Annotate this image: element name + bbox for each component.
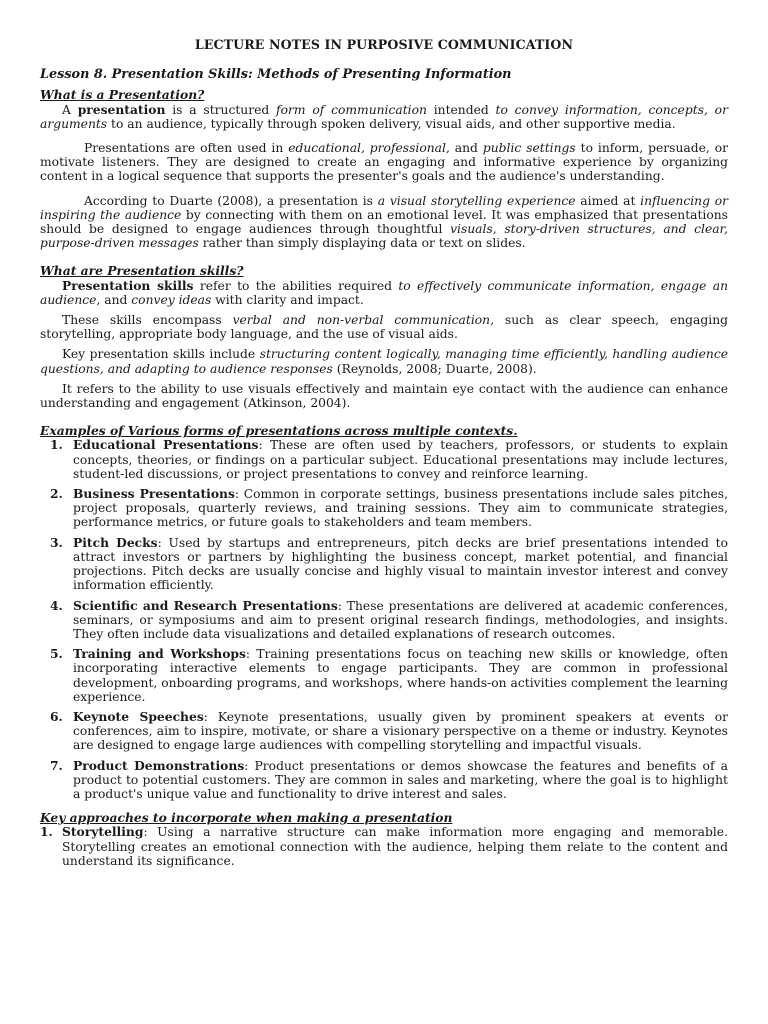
lesson-title: Lesson 8. Presentation Skills: Methods of Presenting Information — [40, 67, 512, 83]
paragraph-key-skills: Key presentation skills include structuring content logically, managing time efficiently, handling audience questions, and adapting to audience responses (Reynolds, 2008; Duarte, 2008). — [40, 347, 728, 376]
approaches-list — [40, 825, 728, 868]
paragraph-presentation-settings: Presentations are often used in educational, professional, and public settings to inform, persuade, or motivate listeners. They are designed to create an engaging and informative experience by organizing content in a logical sequence that supports the presenter's goals and the audience's understanding. — [40, 141, 728, 184]
section-heading-presentation-skills: What are Presentation skills? — [40, 263, 244, 279]
list-item: 7. Product Demonstrations: Product presentations or demos showcase the features and benefits of a product to potential customers. They are common in sales and marketing, where the goal is to highlight a product's unique value and functionality to drive interest and sales. — [50, 757, 728, 801]
list-item: 4. Scientific and Research Presentations: These presentations are delivered at academic conferences, seminars, or symposiums and aim to present original research findings, methodologies, and insights. They often include data visualizations and detailed explanations of research outcomes. — [50, 597, 728, 641]
paragraph-visuals-eye-contact: It refers to the ability to use visuals effectively and maintain eye contact with the audience can enhance understanding and engagement (Atkinson, 2004). — [40, 381, 728, 411]
paragraph-duarte-quote: According to Duarte (2008), a presentation is a visual storytelling experience aimed at influencing or inspiring the audience by connecting with them on an emotional level. It was emphasized that presentations should be designed to engage audiences through thoughtful visuals, story-driven structures, and clear, purpose-driven messages rather than simply displaying data or text on slides. — [40, 193, 728, 251]
document-title: LECTURE NOTES IN PURPOSIVE COMMUNICATION — [194, 37, 574, 52]
paragraph-skills-encompass: These skills encompass verbal and non-verbal communication, such as clear speech, engaging storytelling, appropriate body language, and the use of visual aids. — [40, 313, 728, 342]
section-heading-what-is-presentation: What is a Presentation? — [40, 87, 205, 103]
paragraph-presentation-definition: A presentation is a structured form of communication intended to convey information, concepts, or arguments to an audience, typically through spoken delivery, visual aids, and other supportive media. — [40, 101, 728, 131]
section-heading-examples: Examples of Various forms of presentations across multiple contexts. — [40, 423, 518, 439]
list-item: 1. Educational Presentations: These are often used by teachers, professors, or students to explain concepts, theories, or findings on a particular subject. Educational presentations may include lectures, student-led discussions, or project presentations to convey and reinforce learning. — [50, 437, 729, 481]
examples-list — [40, 438, 728, 801]
list-item: 1. Storytelling: Using a narrative structure can make information more engaging and memorable. Storytelling creates an emotional connection with the audience, helping them relate to the content and understand its significance. — [40, 824, 728, 868]
list-item: 3. Pitch Decks: Used by startups and entrepreneurs, pitch decks are brief presentations intended to attract investors or partners by highlighting the business concept, market potential, and financial projections. Pitch decks are usually concise and highly visual to maintain investor interest and convey information efficiently. — [50, 534, 728, 593]
list-item: 2. Business Presentations: Common in corporate settings, business presentations include sales pitches, project proposals, quarterly reviews, and training sessions. They aim to communicate strategies, performance metrics, or future goals to stakeholders and team members. — [50, 486, 728, 530]
section-heading-key-approaches: Key approaches to incorporate when making a presentation — [40, 810, 453, 826]
list-item: 5. Training and Workshops: Training presentations focus on teaching new skills or knowledge, often incorporating interactive elements to engage participants. They are common in professional development, onboarding programs, and workshops, where hands-on activities complement the learning experience. — [50, 646, 729, 704]
list-item: 6. Keynote Speeches: Keynote presentations, usually given by prominent speakers at events or conferences, aim to inspire, motivate, or share a visionary perspective on a theme or industry. Keynotes are designed to engage large audiences with compelling storytelling and impactful visuals. — [50, 708, 728, 753]
paragraph-skills-definition: Presentation skills refer to the abilities required to effectively communicate information, engage an audience, and convey ideas with clarity and impact. — [40, 277, 728, 307]
